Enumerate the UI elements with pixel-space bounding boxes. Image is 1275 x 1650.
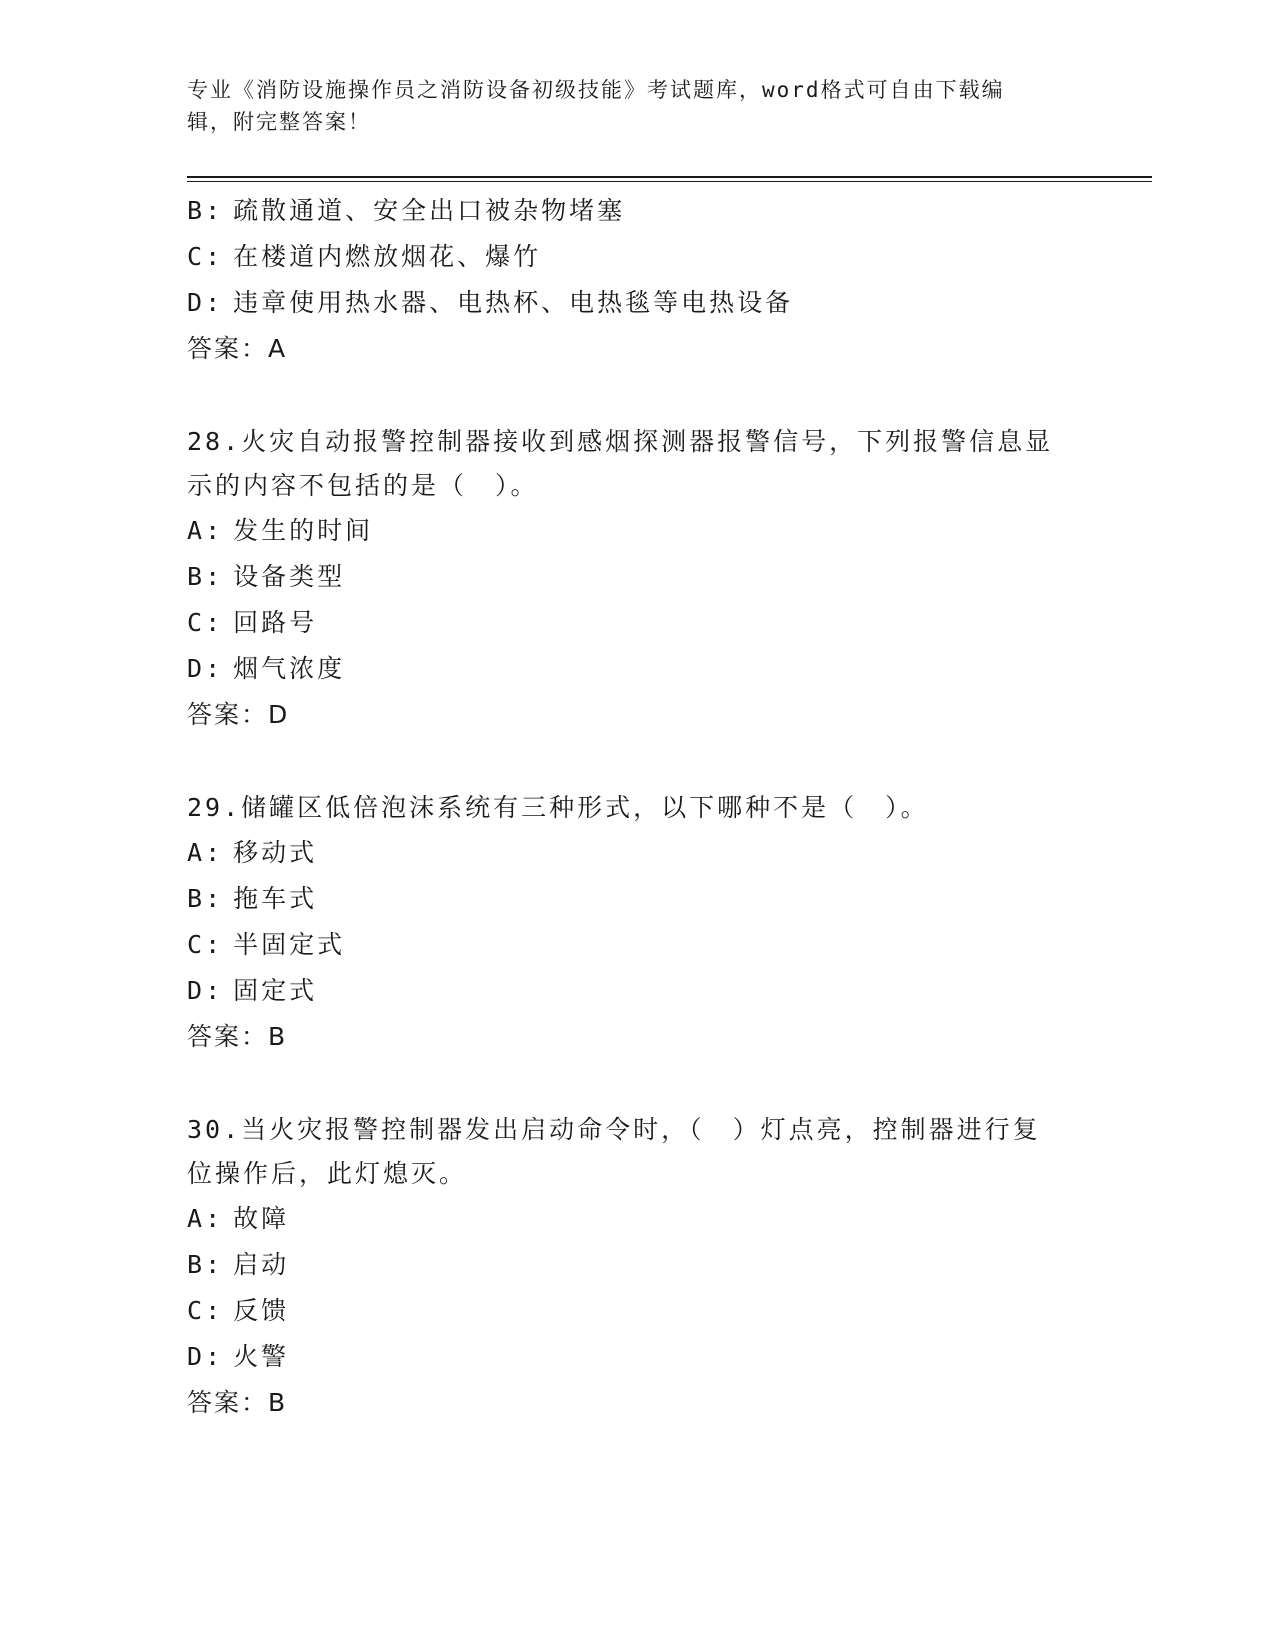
option-letter: D bbox=[187, 288, 206, 317]
option-text: 烟气浓度 bbox=[233, 654, 346, 683]
answer-line: 答案：B bbox=[187, 1388, 288, 1417]
answer-line: 答案：B bbox=[187, 1022, 288, 1051]
option-d bbox=[187, 968, 1087, 1014]
option-letter: C bbox=[187, 608, 206, 637]
option-letter: D bbox=[187, 976, 206, 1005]
question-30 bbox=[187, 1108, 1087, 1426]
option-letter: B bbox=[187, 562, 206, 591]
option-text: 故障 bbox=[233, 1204, 290, 1233]
option-a bbox=[187, 1196, 1087, 1242]
option-letter: D bbox=[187, 654, 206, 683]
option-c bbox=[187, 1288, 1087, 1334]
option-text: 回路号 bbox=[233, 608, 318, 637]
answer-line: 答案：D bbox=[187, 700, 290, 729]
option-separator: : bbox=[205, 1250, 224, 1279]
option-letter: B bbox=[187, 1250, 206, 1279]
question-stem-line-2: 示的内容不包括的是（ ）。 bbox=[187, 471, 539, 500]
option-separator: : bbox=[205, 930, 224, 959]
prev-question-block bbox=[187, 188, 1087, 372]
option-letter: D bbox=[187, 1342, 206, 1371]
option-text: 疏散通道、安全出口被杂物堵塞 bbox=[233, 196, 626, 225]
option-text: 半固定式 bbox=[233, 930, 346, 959]
spacer bbox=[187, 372, 1087, 420]
question-stem-line-2: 位操作后，此灯熄灭。 bbox=[187, 1159, 468, 1188]
question-stem-line-1: 30.当火灾报警控制器发出启动命令时，（ ）灯点亮，控制器进行复 bbox=[187, 1115, 1041, 1144]
question-content bbox=[187, 188, 1087, 1426]
option-b bbox=[187, 876, 1087, 922]
option-separator: : bbox=[205, 1342, 224, 1371]
option-separator: : bbox=[205, 562, 224, 591]
option-text: 火警 bbox=[233, 1342, 290, 1371]
option-text: 固定式 bbox=[233, 976, 318, 1005]
spacer bbox=[187, 1060, 1087, 1108]
option-separator: : bbox=[205, 654, 224, 683]
option-letter: C bbox=[187, 930, 206, 959]
question-28 bbox=[187, 420, 1087, 738]
option-letter: C bbox=[187, 242, 206, 271]
option-d bbox=[187, 646, 1087, 692]
answer-line: 答案：A bbox=[187, 334, 288, 363]
option-b bbox=[187, 188, 1087, 234]
option-letter: B bbox=[187, 884, 206, 913]
spacer bbox=[187, 738, 1087, 786]
question-29 bbox=[187, 786, 1087, 1060]
option-separator: : bbox=[205, 884, 224, 913]
option-text: 启动 bbox=[233, 1250, 290, 1279]
option-text: 发生的时间 bbox=[233, 516, 374, 545]
option-separator: : bbox=[205, 1204, 224, 1233]
option-separator: : bbox=[205, 1296, 224, 1325]
option-text: 在楼道内燃放烟花、爆竹 bbox=[233, 242, 542, 271]
option-d bbox=[187, 280, 1087, 326]
header-line-1: 专业《消防设施操作员之消防设备初级技能》考试题库，word格式可自由下载编 bbox=[187, 78, 1005, 102]
option-b bbox=[187, 1242, 1087, 1288]
option-separator: : bbox=[205, 838, 224, 867]
option-letter: A bbox=[187, 1204, 206, 1233]
document-header bbox=[187, 74, 1067, 138]
option-text: 移动式 bbox=[233, 838, 318, 867]
question-stem-line-1: 29.储罐区低倍泡沫系统有三种形式，以下哪种不是（ ）。 bbox=[187, 793, 929, 822]
option-text: 设备类型 bbox=[233, 562, 346, 591]
option-separator: : bbox=[205, 516, 224, 545]
header-divider-thin bbox=[187, 181, 1152, 182]
option-separator: : bbox=[205, 608, 224, 637]
option-text: 反馈 bbox=[233, 1296, 290, 1325]
option-c bbox=[187, 922, 1087, 968]
option-letter: A bbox=[187, 516, 206, 545]
option-letter: C bbox=[187, 1296, 206, 1325]
header-line-2: 辑，附完整答案！ bbox=[187, 110, 371, 134]
option-letter: A bbox=[187, 838, 206, 867]
option-separator: : bbox=[205, 976, 224, 1005]
header-divider-thick bbox=[187, 176, 1152, 178]
option-a bbox=[187, 830, 1087, 876]
option-a bbox=[187, 508, 1087, 554]
option-separator: : bbox=[205, 288, 224, 317]
option-c bbox=[187, 234, 1087, 280]
option-text: 违章使用热水器、电热杯、电热毯等电热设备 bbox=[233, 288, 794, 317]
question-stem-line-1: 28.火灾自动报警控制器接收到感烟探测器报警信号，下列报警信息显 bbox=[187, 427, 1054, 456]
option-letter: B bbox=[187, 196, 206, 225]
option-c bbox=[187, 600, 1087, 646]
option-b bbox=[187, 554, 1087, 600]
option-separator: : bbox=[205, 196, 224, 225]
option-d bbox=[187, 1334, 1087, 1380]
option-text: 拖车式 bbox=[233, 884, 318, 913]
option-separator: : bbox=[205, 242, 224, 271]
